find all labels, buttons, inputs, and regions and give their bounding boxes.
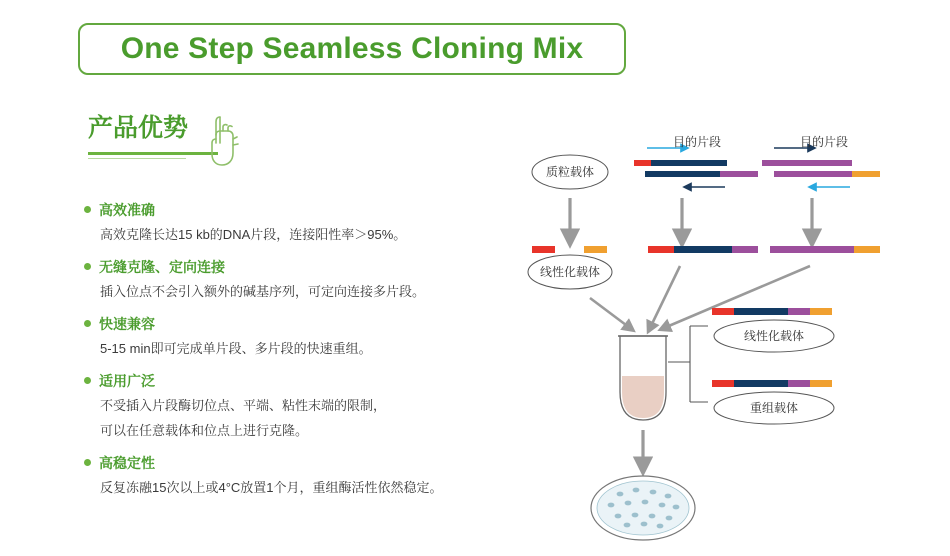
label-target-fragment-1: 目的片段 — [672, 135, 722, 149]
advantage-title: 高稳定性 — [99, 455, 155, 471]
advantage-desc: 插入位点不会引入额外的碱基序列，可定向连接多片段。 — [100, 284, 426, 299]
list-item — [84, 371, 514, 441]
list-item — [84, 314, 514, 359]
label-plasmid-vector: 质粒载体 — [545, 165, 595, 179]
advantage-title: 高效准确 — [99, 202, 155, 218]
title-banner — [78, 23, 626, 75]
advantage-desc: 高效克隆长达15 kb的DNA片段，连接阳性率＞95%。 — [100, 227, 407, 242]
bullet-icon — [84, 459, 91, 466]
section-underline-secondary — [88, 158, 186, 159]
list-item — [84, 257, 514, 302]
page-title: One Step Seamless Cloning Mix — [120, 32, 584, 65]
advantage-title: 无缝克隆、定向连接 — [99, 259, 225, 275]
cloning-workflow-diagram — [512, 130, 942, 550]
advantage-desc: 反复冻融15次以上或4°C放置1个月，重组酶活性依然稳定。 — [100, 480, 443, 495]
arrow-into-tube-right — [664, 266, 810, 328]
advantage-desc: 不受插入片段酶切位点、平端、粘性末端的限制， — [100, 398, 387, 413]
list-item — [84, 453, 514, 498]
reaction-tube — [618, 336, 668, 420]
bullet-icon — [84, 263, 91, 270]
list-item — [84, 200, 514, 245]
label-linearized-vector: 线性化载体 — [539, 265, 601, 279]
advantage-title: 快速兼容 — [99, 316, 155, 332]
label-recombinant-vector: 重组载体 — [749, 401, 799, 415]
advantages-list — [84, 200, 514, 510]
section-heading-label: 产品优势 — [88, 114, 189, 142]
section-underline — [88, 152, 218, 155]
advantage-title: 适用广泛 — [99, 373, 155, 389]
bullet-icon — [84, 206, 91, 213]
bullet-icon — [84, 377, 91, 384]
section-heading — [88, 112, 288, 144]
arrow-into-tube-left — [590, 298, 630, 328]
advantage-desc: 5-15 min即可完成单片段、多片段的快速重组。 — [100, 341, 372, 356]
hand-pointer-icon — [206, 113, 254, 169]
label-linearized-vector-2: 线性化载体 — [743, 329, 805, 343]
petri-dish — [591, 476, 695, 540]
bullet-icon — [84, 320, 91, 327]
arrow-into-tube-middle — [650, 266, 680, 328]
advantage-desc-line2: 可以在任意载体和位点上进行克隆。 — [100, 423, 309, 438]
label-target-fragment-2: 目的片段 — [799, 135, 849, 149]
